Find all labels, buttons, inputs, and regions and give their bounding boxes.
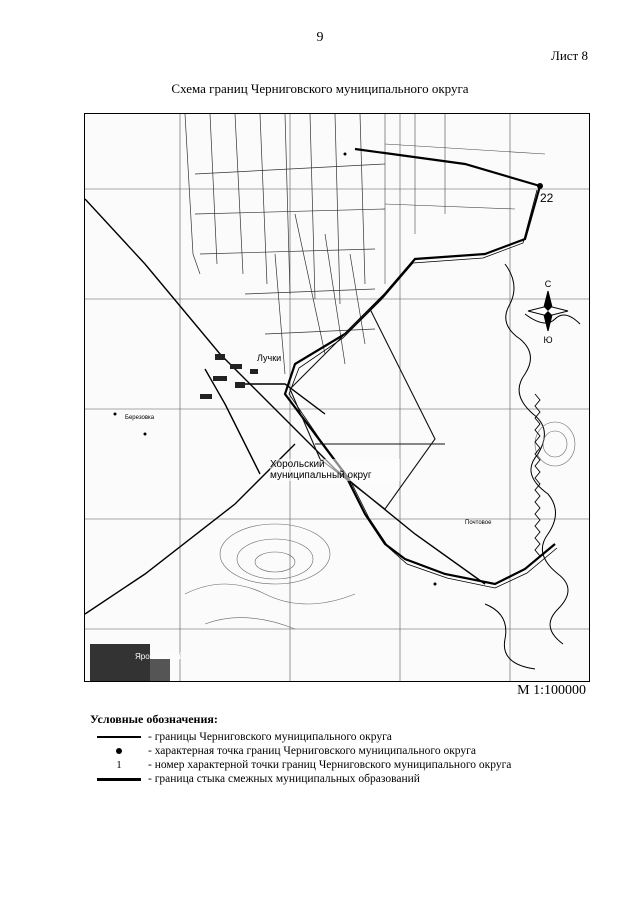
field-parcels xyxy=(185,114,385,374)
legend-text: - границы Черниговского муниципального округа xyxy=(148,731,392,743)
legend-item-junction xyxy=(90,772,420,786)
legend-title: Условные обозначения: xyxy=(90,712,218,726)
label-berezovka: Березовка xyxy=(125,415,155,421)
compass-south-label: Ю xyxy=(543,335,553,345)
legend-text: - характерная точка границ Черниговского муниципального округа xyxy=(148,745,476,757)
solid-line-symbol xyxy=(90,730,148,744)
map-image xyxy=(84,113,590,682)
dot-symbol xyxy=(90,744,148,758)
topographic-map xyxy=(85,114,589,681)
page-number: 9 xyxy=(316,30,324,45)
label-district: Хорольский муниципальный округ xyxy=(270,459,400,481)
boundary-point-number: 22 xyxy=(540,191,554,205)
legend-item-boundary xyxy=(90,730,392,744)
settlement-blocks xyxy=(90,354,258,681)
roads xyxy=(85,199,485,614)
map-title: Схема границ Черниговского муниципального округа xyxy=(171,81,469,96)
legend-item-point-number xyxy=(90,758,511,772)
number-symbol: 1 xyxy=(116,759,122,771)
map-scale: М 1:100000 xyxy=(517,683,586,698)
contours xyxy=(185,422,575,629)
compass-rose xyxy=(528,279,568,345)
river xyxy=(485,264,580,669)
compass-north-label: С xyxy=(544,279,552,289)
legend-item-point xyxy=(90,744,476,758)
double-line-symbol xyxy=(90,772,148,786)
legend-text: - номер характерной точки границ Черниговского муниципального округа xyxy=(148,759,512,771)
label-pochtovoe: Почтовое xyxy=(465,520,492,526)
sheet-label: Лист 8 xyxy=(551,48,588,63)
legend-text: - граница стыка смежных муниципальных образований xyxy=(148,773,420,785)
label-yaroslavsky: Ярославский xyxy=(135,652,184,661)
label-luchki: Лучки xyxy=(257,353,282,363)
